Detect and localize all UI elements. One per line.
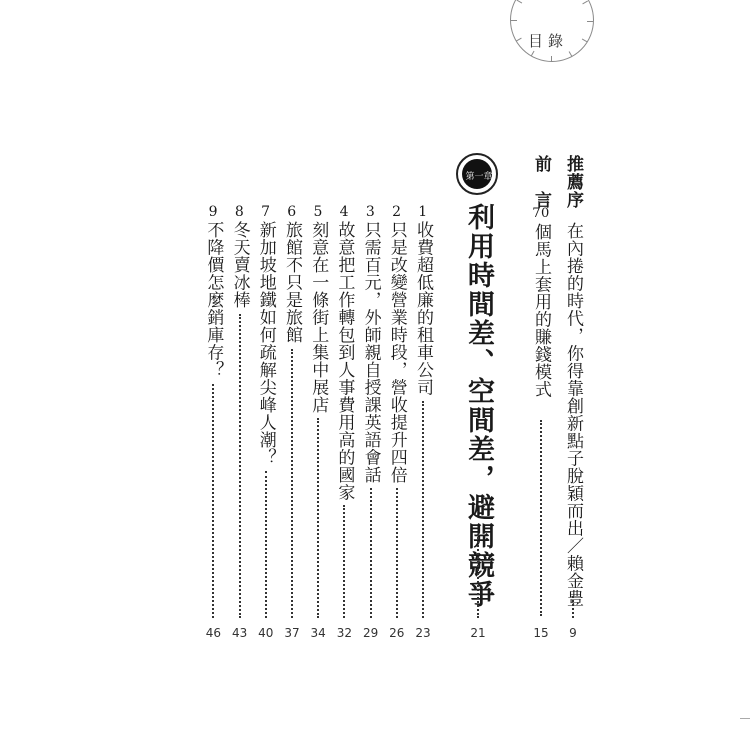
page-number: 43	[231, 626, 248, 640]
toc-item[interactable]	[333, 205, 355, 501]
toc-item-title: 旅館不只是旅館	[282, 221, 302, 344]
leader-dots	[572, 596, 576, 618]
clock-tick	[511, 20, 517, 21]
page-title: 目錄	[528, 32, 569, 50]
leader-dots	[422, 401, 426, 618]
leader-dots	[540, 420, 544, 616]
leader-dots	[396, 488, 400, 618]
foreword-title	[530, 207, 552, 398]
clock-tick	[582, 1, 588, 5]
toc-item-title: 刻意在一條街上集中展店	[308, 221, 329, 414]
page-number: 34	[310, 626, 326, 640]
chapter-badge	[456, 153, 498, 195]
leader-dots	[370, 488, 374, 618]
foreword-label: 前 言	[531, 155, 551, 209]
toc-item-number: 2	[392, 204, 402, 220]
preface-label: 推薦序	[563, 155, 583, 209]
toc-item[interactable]	[255, 205, 277, 466]
toc-item[interactable]	[412, 205, 434, 396]
page-number: 46	[205, 626, 222, 640]
page-number: 32	[336, 626, 353, 640]
leader-dots	[212, 384, 216, 618]
clock-tick	[569, 51, 573, 57]
leader-dots	[265, 471, 269, 618]
toc-item-title: 冬天賣冰棒	[229, 221, 250, 309]
leader-dots	[317, 418, 321, 618]
toc-item[interactable]	[307, 205, 329, 414]
toc-item-title: 只需百元，外師親自授課英語會話	[360, 221, 381, 484]
toc-item-number: 4	[339, 204, 350, 220]
toc-item-title: 新加坡地鐵如何疏解尖峰人潮？	[255, 221, 276, 466]
leader-dots	[291, 349, 295, 618]
toc-item[interactable]	[229, 205, 251, 309]
clock-tick	[531, 51, 535, 57]
clock-tick	[551, 56, 552, 62]
page-number: 23	[415, 626, 431, 640]
toc-item-number: 5	[313, 204, 323, 220]
toc-item-number: 1	[418, 204, 428, 220]
crop-mark	[740, 718, 750, 719]
clock-tick	[582, 39, 588, 43]
leader-dots	[343, 505, 347, 618]
toc-item-number: 3	[365, 204, 376, 220]
toc-item-number: 9	[208, 204, 219, 220]
toc-item-title: 不降價怎麼銷庫存？	[203, 221, 224, 379]
page-number: 37	[284, 626, 300, 640]
toc-item-title: 只是改變營業時段，營收提升四倍	[386, 221, 407, 484]
toc-item-title: 故意把工作轉包到人事費用高的國家	[334, 221, 355, 501]
page-number: 29	[362, 626, 379, 640]
clock-tick	[516, 0, 522, 4]
toc-item-title: 收費超低廉的租車公司	[413, 221, 433, 396]
foreword-number: 70	[532, 206, 550, 221]
page-number: 21	[470, 626, 486, 640]
page-number: 9	[569, 626, 577, 640]
toc-item-number: 7	[261, 204, 271, 220]
foreword-text: 個馬上套用的賺錢模式	[531, 223, 551, 398]
page-number: 26	[389, 626, 405, 640]
preface-title: 在內捲的時代，你得靠創新點子脫穎而出／賴金豊	[563, 222, 583, 607]
toc-item[interactable]	[386, 205, 408, 484]
page-number: 15	[533, 626, 549, 640]
clock-tick	[587, 21, 593, 22]
page-number: 40	[258, 626, 274, 640]
toc-item-number: 8	[234, 204, 245, 220]
toc-item[interactable]	[202, 205, 224, 379]
clock-tick	[516, 38, 522, 42]
leader-dots	[477, 534, 481, 618]
chapter-badge-label: 第一章	[465, 172, 493, 182]
toc-item[interactable]	[281, 205, 303, 344]
chapter-title: 利用時間差、空間差，避開競爭	[463, 203, 494, 609]
toc-item[interactable]	[360, 205, 382, 484]
toc-item-number: 6	[287, 204, 297, 220]
leader-dots	[239, 314, 243, 618]
